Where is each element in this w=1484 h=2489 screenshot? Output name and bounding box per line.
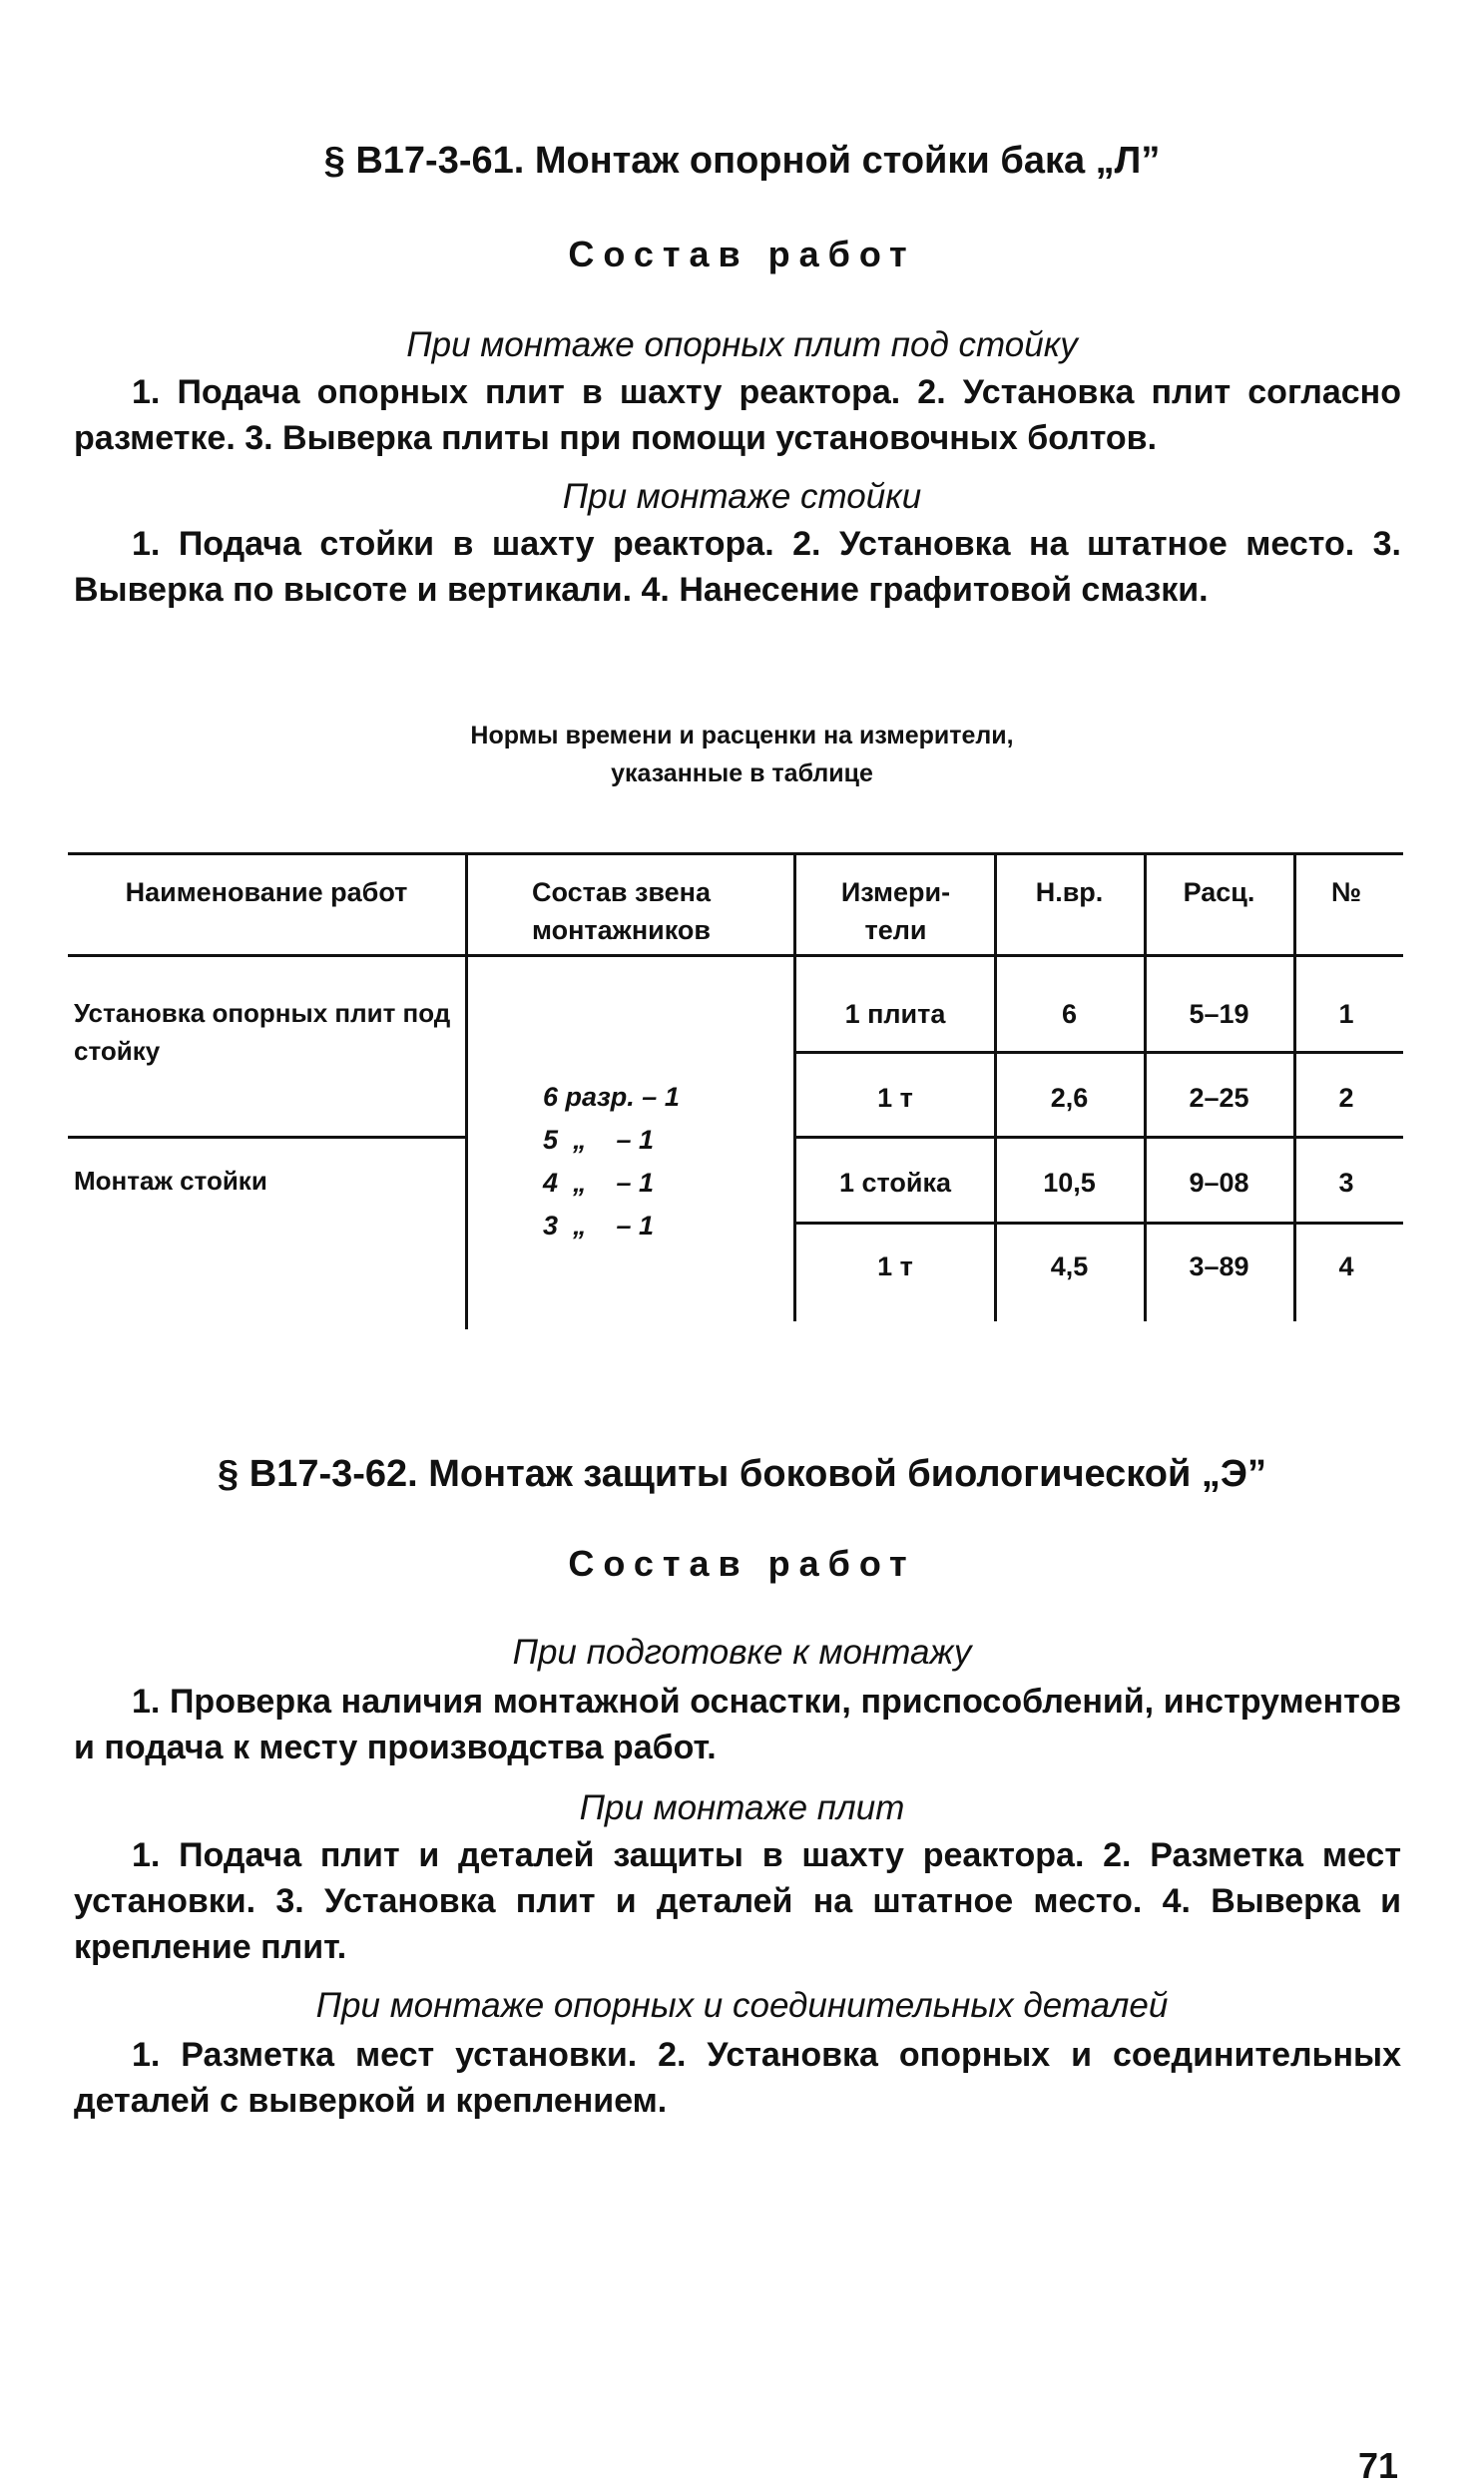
crew-line-3: 4 „ – 1 [543,1168,655,1198]
section-1-composition-label: Состав работ [568,234,916,274]
section-2-text-details: 1. Разметка мест установки. 2. Установка опорных и соединительных деталей с выверкой и креплением. [74,2036,1401,2120]
row-2-num: 2 [1338,1083,1354,1113]
header-num: № [1330,877,1362,907]
row-2-rate: 2–25 [1189,1083,1249,1113]
section-2-subtitle-plates: При монтаже плит [579,1788,905,1827]
work-name-plates: Установка опорных плит под стойку [74,998,451,1066]
crew-line-1: 6 разр. – 1 [543,1082,680,1112]
row-4-num: 4 [1338,1251,1354,1281]
section-2-subtitle-details: При монтаже опорных и соединительных деталей [315,1986,1169,2025]
row-3-unit: 1 стойка [838,1168,952,1198]
table-col-rule-1 [465,852,468,1329]
row-3-time: 10,5 [1043,1168,1096,1198]
section-2-composition-label: Состав работ [568,1543,916,1584]
section-2-title: § В17-3-62. Монтаж защиты боковой биологической „Э” [218,1453,1266,1495]
table-top-rule [68,852,1403,855]
table-row-rule-3 [793,1222,1403,1225]
work-name-stand: Монтаж стойки [74,1166,267,1196]
header-rate: Расц. [1183,877,1255,907]
table-header-rule [68,954,1403,957]
row-3-rate: 9–08 [1189,1168,1249,1198]
row-3-num: 3 [1338,1168,1354,1198]
section-2-text-preparation: 1. Проверка наличия монтажной оснастки, приспособлений, инструментов и подача к месту производства работ. [74,1683,1401,1766]
table-caption-line-1: Нормы времени и расценки на измерители, [470,722,1014,749]
row-1-unit: 1 плита [844,999,946,1029]
table-row-rule-1 [793,1051,1403,1054]
row-2-time: 2,6 [1050,1083,1089,1113]
header-work: Наименование работ [125,877,408,907]
row-1-rate: 5–19 [1189,999,1249,1029]
section-1-subtitle-plates: При монтаже опорных плит под стойку [406,325,1078,364]
section-2-text-plates: 1. Подача плит и деталей защиты в шахту реактора. 2. Разметка мест установки. 3. Установка плит и деталей на штатное место. 4. Выверка и крепление плит. [74,1836,1401,1966]
table-row-rule-2 [793,1136,1403,1139]
header-time: Н.вр. [1035,877,1104,907]
row-4-time: 4,5 [1050,1251,1089,1281]
row-4-unit: 1 т [877,1251,913,1281]
table-col-rule-2 [793,852,796,1321]
table-work-rule [68,1136,467,1139]
header-crew: Состав звена монтажников [532,877,711,945]
section-1-text-stand: 1. Подача стойки в шахту реактора. 2. Установка на штатное место. 3. Выверка по высоте и вертикали. 4. Нанесение графитовой смазки. [74,525,1401,609]
row-2-unit: 1 т [877,1083,913,1113]
row-1-time: 6 [1061,999,1078,1029]
row-4-rate: 3–89 [1189,1251,1249,1281]
section-1-title: § В17-3-61. Монтаж опорной стойки бака „Л” [323,140,1161,182]
section-2-subtitle-preparation: При подготовке к монтажу [512,1633,972,1672]
header-unit: Измери-тели [840,877,951,945]
section-1-subtitle-stand: При монтаже стойки [562,477,922,516]
page-number: 71 [1357,2445,1398,2486]
table-caption-line-2: указанные в таблице [611,759,873,787]
row-1-num: 1 [1338,999,1354,1029]
crew-line-4: 3 „ – 1 [543,1211,655,1241]
section-1-text-plates: 1. Подача опорных плит в шахту реактора. 2. Установка плит согласно разметке. 3. Выверка плиты при помощи установочных болтов. [74,373,1401,457]
crew-line-2: 5 „ – 1 [543,1125,655,1155]
